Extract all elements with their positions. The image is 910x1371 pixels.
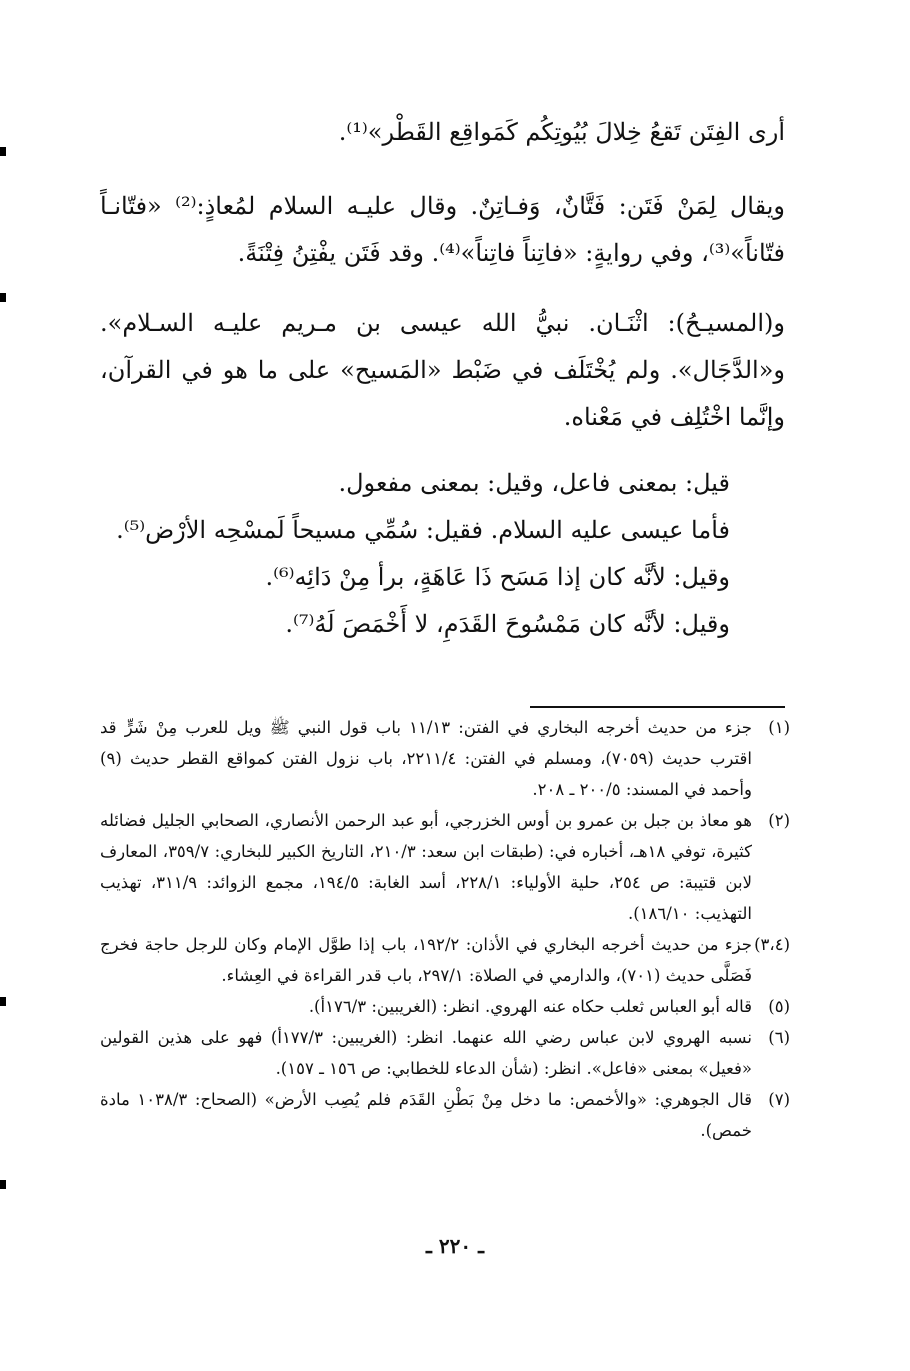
main-text (100, 183, 785, 277)
main-text (100, 460, 730, 648)
paragraph-1: أرى الفِتَن تَقعُ خِلالَ بُيُوتِكُم كَمَواقِع القَطْر»⁽¹⁾. (338, 118, 785, 146)
footnote-number: (٦) (768, 1028, 790, 1047)
page-number: ـ ٢٢٠ ـ (426, 1234, 484, 1258)
text-line-2: فأما عيسى عليه السلام. فقيل: سُمِّي مسيحاً لَمسْحِه الأرْض⁽⁵⁾. (116, 516, 730, 544)
scan-edge-mark (0, 293, 6, 302)
footnote (100, 929, 790, 991)
scan-edge-mark (0, 1180, 6, 1189)
footnote (100, 991, 790, 1022)
paragraph-3: و(المسيـحُ): اثْنَـان. نبيُّ الله عيسى بن مـريم عليـه السـلام». و«الدَّجَال». ولم يُخْتَلَف في ضَبْط «المَسيح» على ما هو في القرآن، وإنَّما اخْتُلِف في مَعْناه. (100, 309, 785, 431)
main-text (100, 109, 785, 156)
footnote-number: (٢) (768, 811, 790, 830)
scan-edge-mark (0, 147, 6, 156)
footnote-text: قاله أبو العباس ثعلب حكاه عنه الهروي. انظر: (الغريبين: ١٧٦/٣أ). (308, 997, 752, 1016)
footnote-text: هو معاذ بن جبل بن عمرو بن أوس الخزرجي، أبو عبد الرحمن الأنصاري، الصحابي الجليل فضائله كثيرة، توفي ١٨هـ، أخباره في: (طبقات ابن سعد: ٢١٠/٣، التاريخ الكبير للبخاري: ٣٥٩/٧، المعارف لابن قتيبة: ص ٢٥٤، حلية الأولياء: ٢٢٨/١، أسد الغابة: ١٩٤/٥، مجمع الزوائد: ٣١١/٩، تهذيب التهذيب: ١٨٦/١٠). (100, 811, 752, 923)
text-line-1: قيل: بمعنى فاعل، وقيل: بمعنى مفعول. (338, 469, 730, 497)
text-line-4: وقيل: لأنَّه كان مَمْسُوحَ القَدَمِ، لا أَخْمَصَ لَهُ⁽⁷⁾. (285, 610, 730, 638)
footnotes (100, 712, 790, 1146)
footnote (100, 1084, 790, 1146)
footnote (100, 805, 790, 929)
footnote-text: جزء من حديث أخرجه البخاري في الفتن: ١١/١٣ باب قول النبي ﷺ ويل للعرب مِنْ شَرٍّ قد اقترب حديث (٧٠٥٩)، ومسلم في الفتن: ٢٢١١/٤، باب نزول الفتن كمواقع القطر حديث (٩) وأحمد في المسند: ٢٠٠/٥ ـ ٢٠٨. (100, 718, 752, 799)
footnote-number: (٥) (768, 997, 790, 1016)
footnote-number: (٧) (768, 1090, 790, 1109)
footnote-separator (530, 706, 785, 708)
scan-edge-mark (0, 997, 6, 1006)
footnote (100, 1022, 790, 1084)
paragraph-2: ويقال لِمَنْ فَتَن: فَتَّانٌ، وَفـاتِنٌ. وقال عليـه السلام لمُعاذٍ:⁽²⁾ «فتّانـاً فتّاناً»⁽³⁾، وفي روايةٍ: «فاتِناً فاتِناً»⁽⁴⁾. وقد فَتَن يفْتِنُ فِتْنَةً. (100, 192, 785, 267)
footnote-text: نسبه الهروي لابن عباس رضي الله عنهما. انظر: (الغريبين: ١٧٧/٣أ) فهو على هذين القولين «فعيل» بمعنى «فاعل». انظر: (شأن الدعاء للخطابي: ص ١٥٦ ـ ١٥٧). (100, 1028, 752, 1078)
footnote-text: جزء من حديث أخرجه البخاري في الأذان: ١٩٢/٢، باب إذا طوَّل الإمام وكان للرجل حاجة فخرج فَصَلَّى حديث (٧٠١)، والدارمي في الصلاة: ٢٩٧/١، باب قدر القراءة في العِشاء. (100, 935, 752, 985)
footnote-number: (٣،٤) (754, 935, 790, 954)
text-line-3: وقيل: لأنَّه كان إذا مَسَح ذَا عَاهَةٍ، برأ مِنْ دَائِه⁽⁶⁾. (265, 563, 730, 591)
footnote (100, 712, 790, 805)
main-text (100, 300, 785, 441)
footnote-number: (١) (768, 718, 790, 737)
footnote-text: قال الجوهري: «والأخمص: ما دخل مِنْ بَطْنِ القَدَم فلم يُصِب الأرض» (الصحاح: ١٠٣٨/٣ مادة خمص). (100, 1090, 752, 1140)
